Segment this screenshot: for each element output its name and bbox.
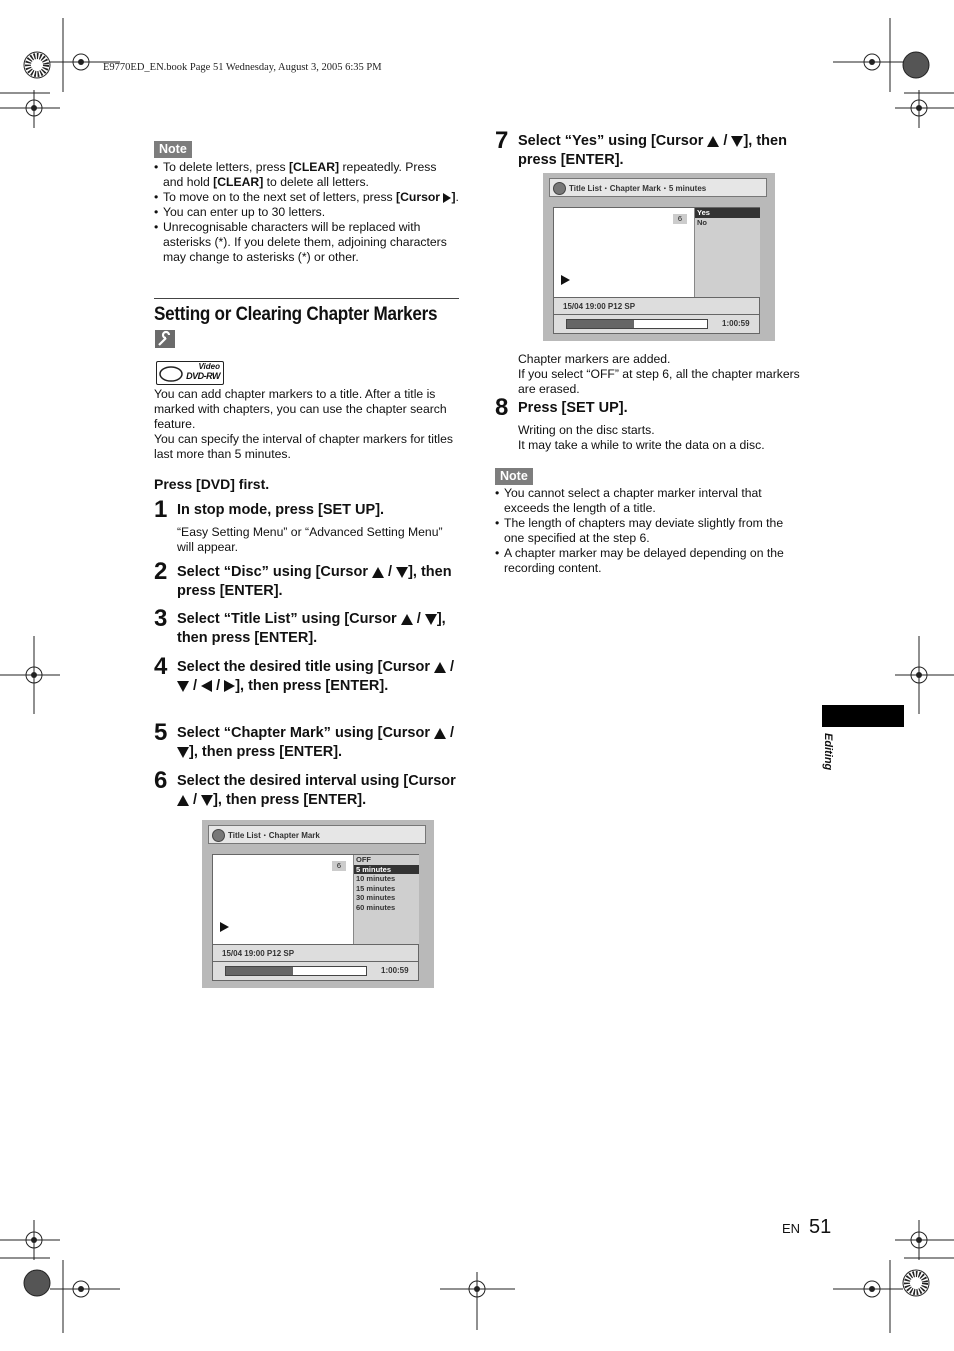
text-run: to delete all letters. (263, 175, 369, 189)
osd-breadcrumb: Title List・Chapter Mark (228, 831, 320, 840)
text-run: The length of chapters may deviate slightly from the one specified at the step 6. (504, 516, 784, 545)
step-note: “Easy Setting Menu” or “Advanced Setting Menu” will appear. (177, 525, 443, 554)
cursor-down-icon (396, 567, 408, 578)
cursor-up-icon (177, 795, 189, 806)
cursor-left-icon (201, 680, 212, 692)
step-instruction (177, 560, 459, 601)
cursor-up-icon (401, 614, 413, 625)
dvd-rw-video-badge (156, 361, 224, 385)
step-result-line: It may take a while to write the data on a disc. (518, 438, 765, 452)
step-number: 3 (154, 605, 168, 632)
cursor-up-icon (434, 728, 446, 739)
step-3 (154, 607, 459, 648)
progress-fill (567, 320, 634, 328)
step-number: 7 (495, 127, 509, 154)
note-label: Note (154, 141, 192, 158)
step-instruction (518, 396, 800, 418)
text-run: ], then press [ENTER]. (177, 611, 446, 646)
text-run: Select “Disc” using [Cursor (177, 564, 372, 580)
cursor-down-icon (201, 795, 213, 806)
text-run: Select “Title List” using [Cursor (177, 611, 401, 627)
step-number: 5 (154, 719, 168, 746)
intro-paragraph-2: You can specify the interval of chapter markers for titles last more than 5 minutes. (154, 432, 453, 461)
step-number: 4 (154, 653, 168, 680)
badge-top-text: Video (198, 362, 220, 371)
step-instruction (177, 607, 459, 648)
text-run: To move on to the next set of letters, press (163, 190, 397, 204)
text-run: repeatedly. Press and hold (163, 160, 437, 189)
step-result (518, 423, 800, 453)
disc-icon (553, 182, 566, 195)
text-run: Select the desired interval using [Cursor (177, 773, 456, 789)
text-run: ], then press [ENTER]. (213, 792, 367, 808)
step-result-line: Writing on the disc starts. (518, 423, 655, 437)
section-title: Setting or Clearing Chapter Markers (154, 304, 438, 325)
osd-progress-bar (553, 314, 760, 334)
text-run: / (446, 725, 455, 741)
note-list-1 (154, 160, 459, 265)
menu-option[interactable]: 10 minutes (356, 874, 396, 883)
note-item (154, 190, 459, 205)
step-4 (154, 655, 459, 696)
text-run: To delete letters, press (163, 160, 289, 174)
osd-title-bar (549, 178, 767, 197)
step-number: 8 (495, 394, 509, 421)
step-instruction (177, 721, 459, 762)
text-run: Select the desired title using [Cursor (177, 659, 435, 675)
text-run: / (212, 678, 225, 694)
note-block-1 (154, 140, 192, 158)
section-tab (822, 705, 904, 727)
progress-track (566, 319, 708, 329)
disc-icon (212, 829, 225, 842)
step-result-line: Chapter markers are added. (518, 352, 671, 366)
text-run: You cannot select a chapter marker interval that exceeds the length of a title. (504, 486, 762, 515)
text-run: In stop mode, press [SET UP]. (177, 502, 385, 518)
section-divider (154, 298, 459, 299)
note-item (495, 486, 800, 516)
note-item (495, 516, 800, 546)
note-list-2 (495, 486, 800, 576)
text-run: A chapter marker may be delayed depending on the recording content. (504, 546, 784, 575)
text-run: . (455, 190, 459, 204)
menu-option[interactable]: 5 minutes (354, 865, 419, 875)
note-item (495, 546, 800, 576)
step-result (518, 352, 800, 397)
osd-breadcrumb: Title List・Chapter Mark・5 minutes (569, 184, 707, 193)
chapter-count: 6 (332, 861, 346, 871)
text-run: ] (451, 190, 456, 204)
recording-info: 15/04 19:00 P12 SP (222, 949, 295, 958)
note-item (154, 160, 459, 190)
step-number: 6 (154, 767, 168, 794)
text-run: ], then press [ENTER]. (189, 744, 343, 760)
cursor-up-icon (372, 567, 384, 578)
cursor-up-icon (707, 136, 719, 147)
menu-option[interactable]: No (697, 217, 707, 227)
step-instruction (518, 129, 800, 170)
text-run: / (412, 611, 425, 627)
badge-bottom-text: DVD-RW (186, 371, 220, 381)
text-run: [CLEAR] (213, 175, 264, 189)
cursor-up-icon (434, 662, 446, 673)
step-5 (154, 721, 459, 762)
elapsed-time: 1:00:59 (722, 319, 750, 328)
cursor-right-icon (224, 680, 235, 692)
confirm-options (694, 208, 760, 297)
note-label: Note (495, 468, 533, 485)
note-item (154, 205, 459, 220)
cursor-down-icon (425, 614, 437, 625)
cursor-down-icon (177, 681, 189, 692)
page-number: 51 (809, 1216, 832, 1238)
text-run: / (384, 564, 397, 580)
osd-title-bar (208, 825, 426, 844)
text-run: / (189, 678, 202, 694)
text-run: ], then press [ENTER]. (177, 564, 452, 599)
step-8 (495, 396, 800, 453)
step-2 (154, 560, 459, 601)
screen-chapter-mark-menu (202, 820, 434, 988)
menu-option[interactable]: OFF (356, 855, 371, 864)
step-1 (154, 498, 459, 555)
interval-options (353, 855, 419, 944)
text-run: [CLEAR] (289, 160, 340, 174)
text-run: ], then press [ENTER]. (235, 678, 389, 694)
step-6 (154, 769, 459, 810)
text-run: ], then press [ENTER]. (518, 133, 787, 168)
text-run: You can enter up to 30 letters. (163, 205, 326, 219)
intro-paragraph-1: You can add chapter markers to a title. After a title is marked with chapters, you can use the chapter search feature. (154, 387, 447, 431)
menu-option[interactable]: 60 minutes (356, 902, 396, 912)
text-run: / (189, 792, 202, 808)
play-icon (220, 922, 229, 932)
step-number: 1 (154, 496, 168, 523)
menu-option[interactable]: 30 minutes (356, 893, 396, 902)
wrench-icon (155, 330, 175, 348)
progress-fill (226, 967, 293, 975)
osd-preview-panel (553, 207, 760, 298)
step-result-line: If you select “OFF” at step 6, all the chapter markers are erased. (518, 367, 800, 396)
text-run: [Cursor (396, 190, 444, 204)
text-run: Select “Yes” using [Cursor (518, 133, 708, 149)
osd-preview-panel (212, 854, 419, 945)
text-run: Unrecognisable characters will be replaced with asterisks (*). If you delete them, adjoining characters may change to asterisks (*) or other. (163, 220, 447, 264)
text-run: / (446, 659, 455, 675)
language-code: EN (782, 1221, 801, 1236)
step-instruction (177, 655, 459, 696)
menu-option[interactable]: 15 minutes (356, 883, 396, 893)
step-instruction (177, 498, 459, 520)
elapsed-time: 1:00:59 (381, 966, 409, 975)
note-item (154, 220, 459, 265)
chapter-count: 6 (673, 214, 687, 224)
text-run: / (719, 133, 732, 149)
osd-progress-bar (212, 961, 419, 981)
text-run: Press [SET UP]. (518, 400, 628, 416)
text-run: Select “Chapter Mark” using [Cursor (177, 725, 435, 741)
step-instruction (177, 769, 459, 810)
print-header: E9770ED_EN.book Page 51 Wednesday, August 3, 2005 6:35 PM (103, 62, 382, 73)
side-label: Editing (822, 733, 834, 771)
note-block-2 (495, 467, 533, 485)
cursor-down-icon (731, 136, 743, 147)
recording-info: 15/04 19:00 P12 SP (563, 302, 636, 311)
step-number: 2 (154, 558, 168, 585)
screen-confirm-menu (543, 173, 775, 341)
play-icon (561, 275, 570, 285)
menu-option[interactable]: Yes (695, 208, 760, 218)
section-intro (154, 387, 459, 462)
progress-track (225, 966, 367, 976)
cursor-down-icon (177, 747, 189, 758)
press-dvd-first: Press [DVD] first. (154, 476, 270, 492)
